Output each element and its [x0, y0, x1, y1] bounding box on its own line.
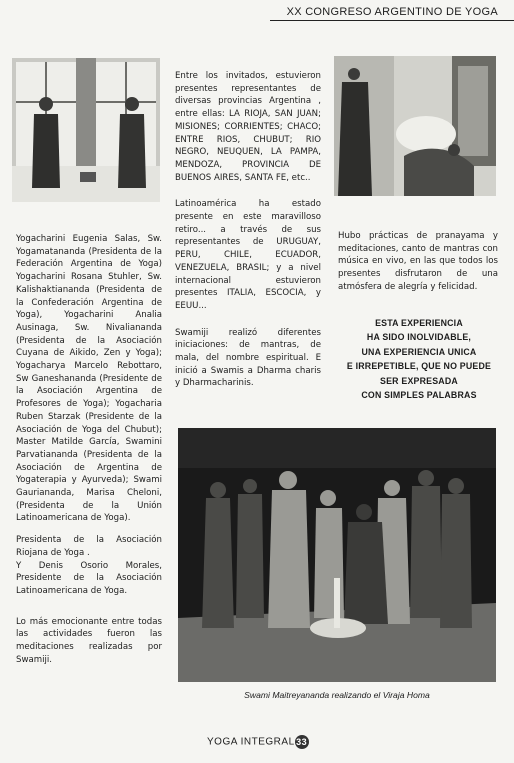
paragraph: Presidenta de la Asociación Riojana de Yoga . — [16, 535, 162, 558]
paragraph: Y Denis Osorio Morales, Presidente de la Asociación Latinoamericana de Yoga. — [16, 560, 162, 596]
photo-viraja-homa — [178, 428, 496, 682]
photo-caption: Swami Maitreyananda realizando el Viraja Homa — [244, 690, 430, 700]
paragraph: Hubo prácticas de pranayama y meditaciones, canto de mantras con música en vivo, en las que todos los presentes disfrutaron de una atmósfera de alegría y felicidad. — [338, 231, 498, 292]
page-number: 33 — [296, 737, 308, 747]
page-footer — [207, 735, 309, 749]
photo-two-yogis — [12, 58, 160, 202]
magazine-name: YOGA INTEGRAL — [207, 736, 295, 748]
paragraph: Yogacharini Eugenia Salas, Sw. Yogamatananda (Presidenta de la Federación Argentina de Yoga) Yogacharini Rosana Stuhler, Sw. Kalishaktiananda (Presidenta de la Confederación Argentina de Yoga), Yogacharini Analia Ausinaga, Sw. Nivalianandа (Presidenta de la Asociación Cuyana de Aikido, Zen y Yoga); Yogacharya Marcelo Rebottaro, Sw Ganeshananda (Presidente de la Asociación Argentina de Profesores de Yoga); Yogacharia Ruben Starzak (Presidente de la Asociación de Yoga del Chubut); Master Matilde García, Swamini Parvatiananda (Presidenta de la Asociación de Argentina de Yogaterapia y Ayurveda); Swami Gaurianandа, Marisa Cheloni, (Presidenta de la Unión Latinoamericana de Yoga). — [16, 234, 162, 524]
column-left — [16, 233, 162, 676]
column-right — [338, 230, 498, 303]
pull-quote: ESTA EXPERIENCIA HA SIDO INOLVIDABLE, UNA EXPERIENCIA UNICA E IRREPETIBLE, QUE NO PUEDE SER EXPRESADA CON SIMPLES PALABRAS — [346, 318, 492, 401]
paragraph: Swamiji realizó diferentes iniciaciones: de mantras, de mala, del nombre espiritual. E inició a Swamis a Dharma charis y Dharmacharinis. — [175, 327, 321, 389]
column-middle — [175, 70, 321, 399]
header-rule — [270, 20, 514, 21]
paragraph: Lo más emocionante entre todas las actividades fueron las meditaciones realizadas por Swamiji. — [16, 616, 162, 665]
photo-ritual — [334, 56, 496, 196]
paragraph: Entre los invitados, estuvieron presentes representantes de diversas provincias Argentina , entre ellas: LA RIOJA, SAN JUAN; MISIONES; CORRIENTES; CHACO; ENTRE RIOS, CHUBUT; RIO NEGRO, NEUQUEN, LA PAMPA, MENDOZA, PROVINCIA DE BUENOS AIRES, SANTA FE, etc.. — [175, 71, 321, 183]
paragraph: Latinoamérica ha estado presente en este maravilloso retiro... a través de sus representantes de URUGUAY, PERU, CHILE, ECUADOR, VENEZUELA, BRASIL; y a nivel internacional estuvieron presentes ITALIA, ESCOCIA, y EEUU... — [175, 199, 321, 311]
running-header: XX CONGRESO ARGENTINO DE YOGA — [286, 6, 498, 18]
